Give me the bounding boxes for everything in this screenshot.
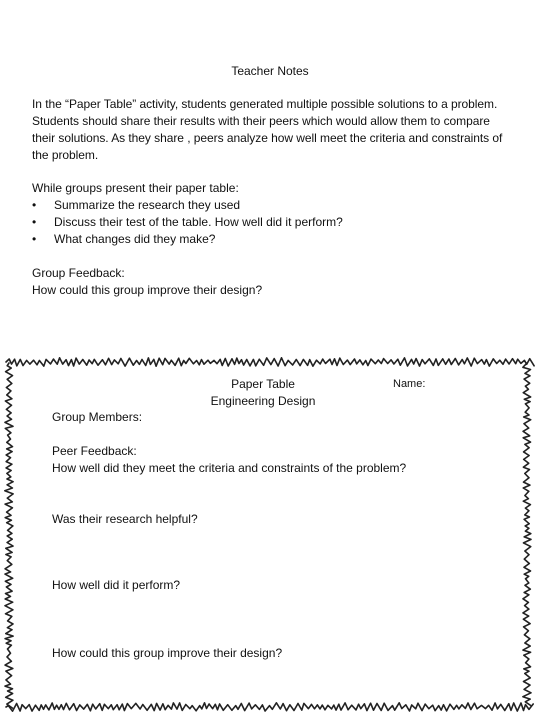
group-feedback-heading: Group Feedback: (32, 266, 125, 280)
scribble-border-left (5, 363, 13, 708)
bullet-text: What changes did they make? (54, 232, 216, 246)
scribble-border-bottom (6, 703, 533, 711)
question-improve: How could this group improve their design? (52, 646, 283, 660)
present-bullet-list (32, 197, 343, 248)
bullet-dot: • (32, 198, 37, 212)
bullet-item (32, 214, 343, 231)
handout-subtitle: Engineering Design (210, 394, 316, 408)
question-performance: How well did it perform? (52, 578, 181, 592)
bullet-dot: • (32, 232, 37, 246)
present-instructions-label: While groups present their paper table: (32, 181, 239, 195)
handout-title: Paper Table (231, 377, 295, 391)
peer-feedback-label: Peer Feedback: (52, 444, 137, 458)
question-research: Was their research helpful? (52, 512, 198, 526)
question-criteria: How well did they meet the criteria and constraints of the problem? (52, 461, 407, 475)
name-label: Name: (393, 378, 426, 390)
group-members-label: Group Members: (52, 410, 143, 424)
group-feedback-question: How could this group improve their design? (32, 283, 263, 297)
peer-feedback-handout (0, 355, 540, 720)
scribble-border-top (6, 358, 534, 366)
bullet-item (32, 197, 343, 214)
bullet-item (32, 231, 343, 248)
teacher-notes-title: Teacher Notes (231, 64, 309, 78)
bullet-text: Summarize the research they used (54, 198, 241, 212)
teacher-notes-intro: In the “Paper Table” activity, students generated multiple possible solutions to a problem. Students should share their results with their peers which would allow them to compare their solutions. As they share , peers analyze how well meet the criteria and constraints of the problem. (32, 97, 503, 162)
scribble-border-right (523, 363, 531, 706)
bullet-text: Discuss their test of the table. How well did it perform? (54, 215, 343, 229)
bullet-dot: • (32, 215, 37, 229)
